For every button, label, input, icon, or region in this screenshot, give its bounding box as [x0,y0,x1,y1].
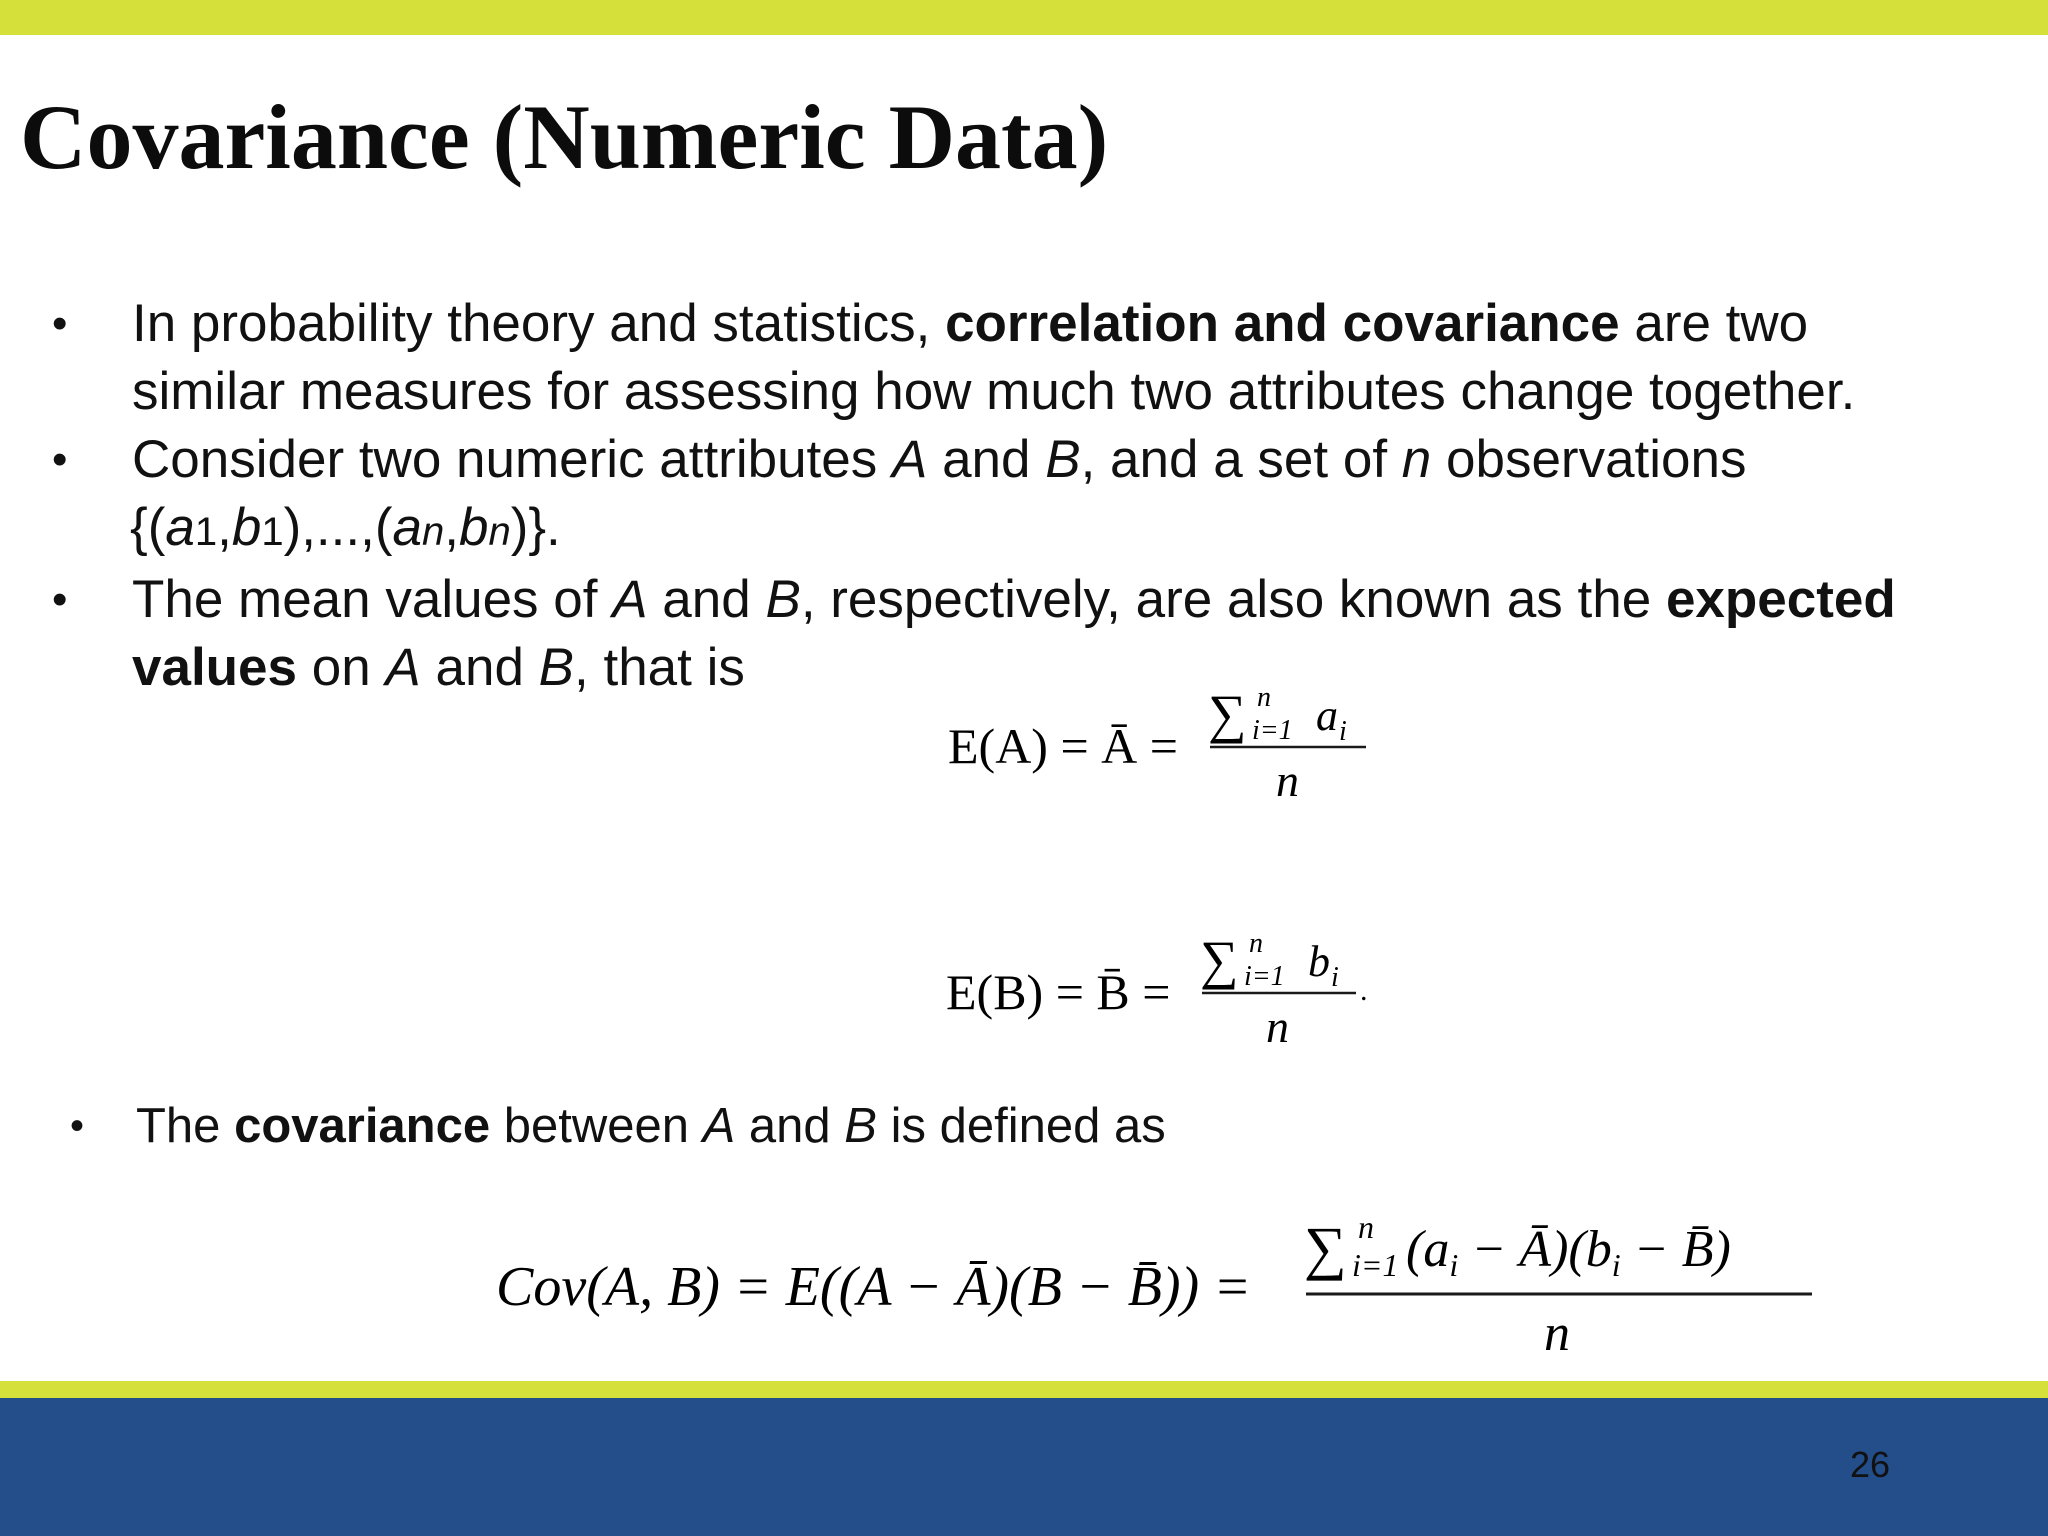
formula-lhs: E(A) = Ā = [948,718,1178,774]
summation-lower: i=1 [1252,715,1293,746]
formula-lhs: E(B) = B̄ = [946,964,1171,1020]
denominator: n [1544,1305,1570,1360]
summation-term: (ai − Ā)(bi − B̄) [1406,1221,1731,1283]
bottom-accent-stripe [0,1381,2048,1398]
bullet-item-covariance: • The covariance between A and B is defined as [0,1093,1166,1159]
bullet-item-correlation [0,290,2048,426]
bullet-dot: • [52,435,68,484]
bullet-line: similar measures for assessing how much two attributes change together. [132,362,1856,421]
summation-upper: n [1249,928,1263,959]
bullet-dot: • [52,575,68,624]
bullet-dot: • [70,1104,85,1148]
formula-mean-a-svg [940,672,1380,812]
formula-mean-b [938,918,1378,1063]
bullet-line: values on A and B, that is [132,638,745,697]
formula-mean-b-svg [938,918,1378,1058]
summation-upper: n [1358,1209,1374,1245]
footer-bar [0,1398,2048,1536]
formula-covariance-svg [492,1200,1822,1360]
summation-term: b [1308,937,1330,986]
bullet-dot: • [52,299,68,348]
summation-term-sub: i [1331,962,1339,993]
summation-symbol: ∑ [1208,684,1247,744]
summation-upper: n [1257,682,1271,713]
denominator: n [1276,755,1299,806]
bullet-line: The mean values of A and B, respectively, are also known as the expected [132,570,1896,629]
trailing-period: . [1360,974,1368,1007]
summation-term: a [1316,691,1338,740]
summation-symbol: ∑ [1304,1215,1347,1281]
formula-lhs: Cov(A, B) = E((A − Ā)(B − B̄)) = [496,1256,1251,1318]
formula-covariance [492,1200,1822,1365]
top-accent-stripe [0,0,2048,35]
summation-symbol: ∑ [1200,930,1239,990]
summation-term-sub: i [1339,716,1347,747]
bullet-list [0,290,2048,702]
slide-title: Covariance (Numeric Data) [20,86,1109,188]
formula-mean-a [940,672,1380,817]
bullet-item-attributes [0,426,2048,566]
observation-set: {(a1,b1),...,(an,bn)}. [130,498,561,557]
bullet-line: Consider two numeric attributes A and B, and a set of n observations [132,430,1747,489]
page-number: 26 [1850,1444,1891,1485]
denominator: n [1266,1001,1289,1052]
summation-lower: i=1 [1244,961,1285,992]
summation-lower: i=1 [1352,1247,1399,1283]
bullet-line: In probability theory and statistics, correlation and covariance are two [132,294,1809,353]
